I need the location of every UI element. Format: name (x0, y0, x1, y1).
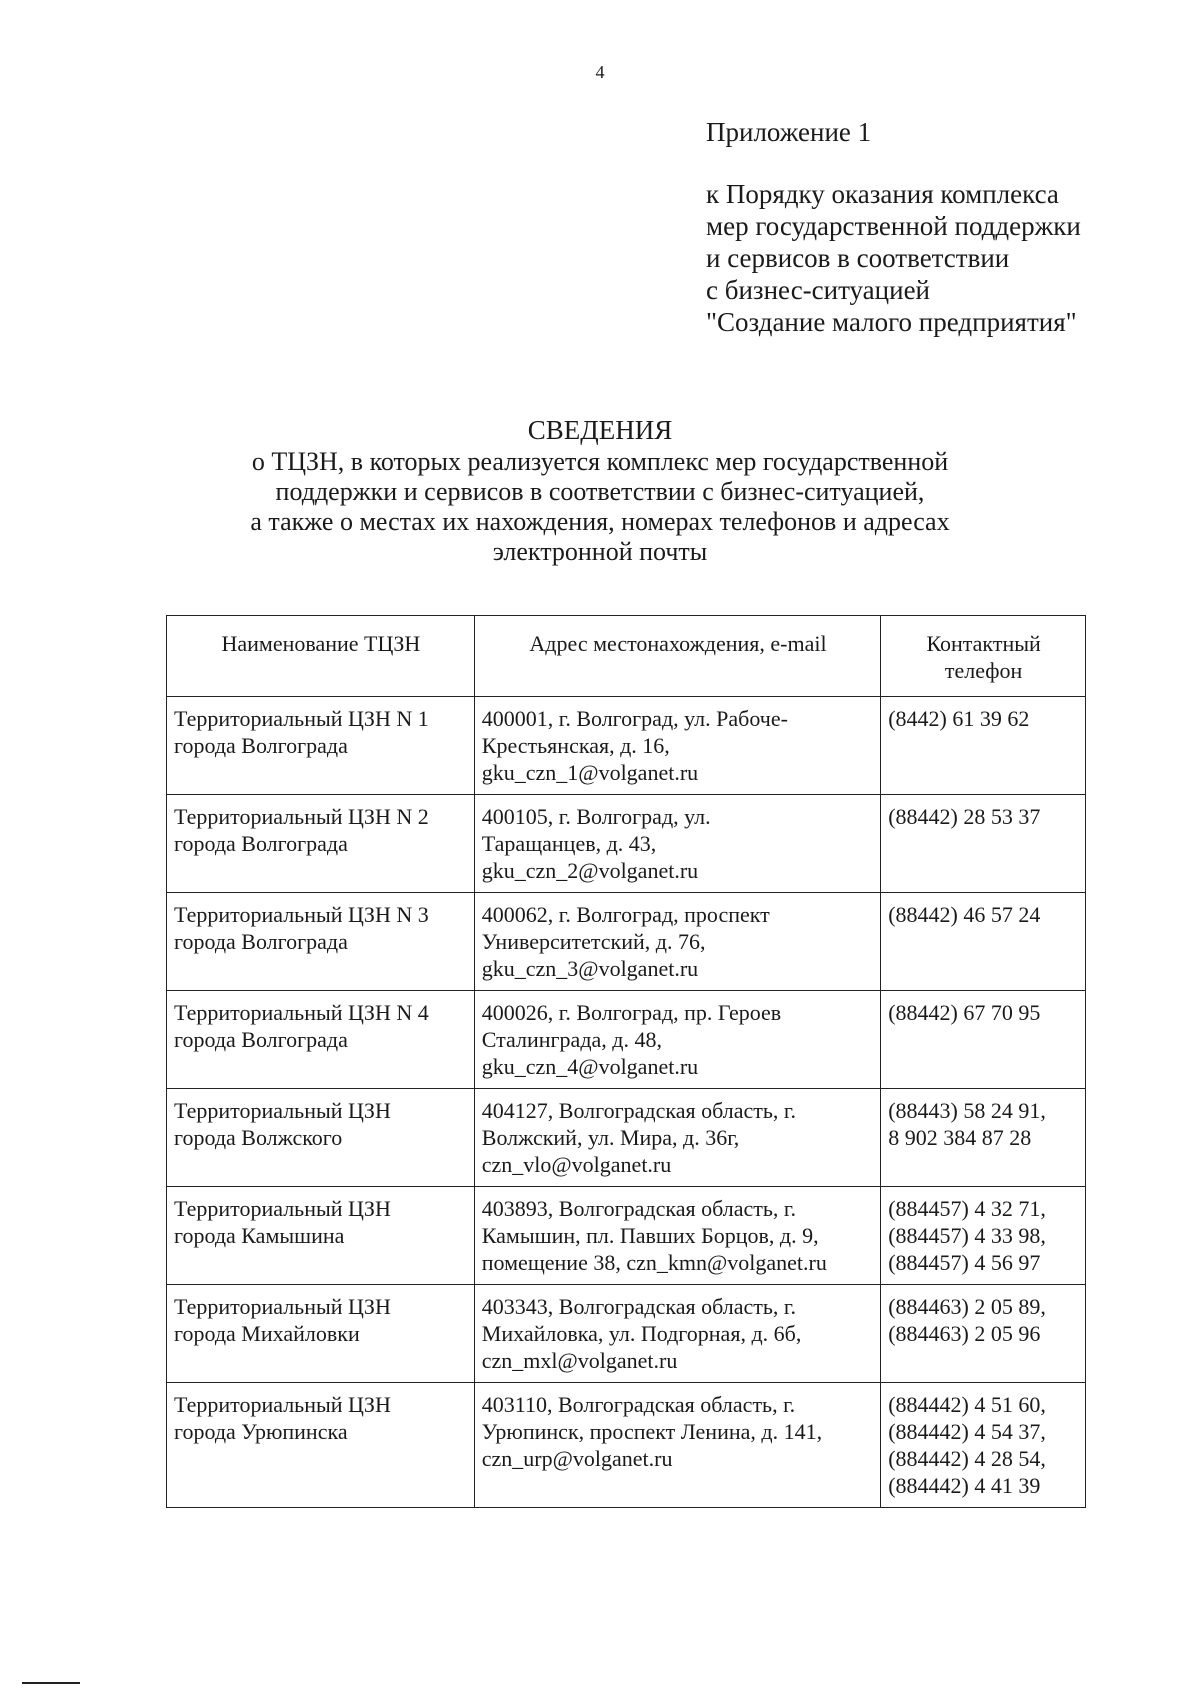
cell-address-line: czn_vlo@volganet.ru (481, 1152, 672, 1177)
table-body (167, 697, 1086, 1508)
cell-address-line: помещение 38, czn_kmn@volganet.ru (481, 1250, 827, 1275)
cell-address (474, 697, 880, 795)
cell-address-line: Камышин, пл. Павших Борцов, д. 9, (481, 1223, 819, 1248)
cell-phone (881, 1089, 1086, 1187)
table-row (167, 697, 1086, 795)
cell-name-line: Территориальный ЦЗН N 2 (174, 804, 429, 829)
heading-line: электронной почты (492, 537, 708, 566)
cell-address (474, 893, 880, 991)
appendix-line: к Порядку оказания комплекса (706, 179, 1059, 209)
cell-phone (881, 1285, 1086, 1383)
cell-name-line: Территориальный ЦЗН (174, 1294, 391, 1319)
cell-name (167, 1089, 475, 1187)
cell-address (474, 1089, 880, 1187)
cell-address-line: 400026, г. Волгоград, пр. Героев (481, 1000, 782, 1025)
cell-name-line: Территориальный ЦЗН (174, 1196, 391, 1221)
cell-address-line: gku_czn_2@volganet.ru (481, 858, 699, 883)
cell-address-line: czn_urp@volganet.ru (481, 1446, 673, 1471)
cell-address (474, 991, 880, 1089)
cell-address-line: 403110, Волгоградская область, г. (481, 1392, 796, 1417)
cell-address (474, 1383, 880, 1508)
cell-phone-line: (8442) 61 39 62 (888, 706, 1030, 731)
margin-mark (22, 1682, 80, 1684)
table-row (167, 1187, 1086, 1285)
cell-phone (881, 795, 1086, 893)
cell-name-line: города Волгограда (174, 929, 348, 954)
document-heading (0, 415, 1200, 567)
cell-address-line: Крестьянская, д. 16, (481, 733, 670, 758)
heading-line: поддержки и сервисов в соответствии с бизнес-ситуацией, (275, 477, 925, 506)
cell-phone-line: (884463) 2 05 89, (888, 1294, 1046, 1319)
cell-phone-line: (884442) 4 54 37, (888, 1419, 1046, 1444)
cell-name-line: города Волгограда (174, 1027, 348, 1052)
cell-name (167, 1187, 475, 1285)
cell-address-line: gku_czn_3@volganet.ru (481, 956, 699, 981)
cell-address-line: 404127, Волгоградская область, г. (481, 1098, 796, 1123)
appendix-line: и сервисов в соответствии (706, 243, 1010, 273)
cell-address-line: Михайловка, ул. Подгорная, д. 6б, (481, 1321, 802, 1346)
table-row (167, 1089, 1086, 1187)
cell-phone-line: (884442) 4 51 60, (888, 1392, 1046, 1417)
table-row (167, 991, 1086, 1089)
cell-phone (881, 893, 1086, 991)
cell-phone-line: (88442) 67 70 95 (888, 1000, 1041, 1025)
cell-name (167, 991, 475, 1089)
cell-name-line: города Камышина (174, 1223, 345, 1248)
cell-name (167, 1285, 475, 1383)
cell-address-line: Сталинграда, д. 48, (481, 1027, 662, 1052)
cell-address-line: Волжский, ул. Мира, д. 36г, (481, 1125, 740, 1150)
cell-address-line: 400062, г. Волгоград, проспект (481, 902, 770, 927)
cell-phone-line: 8 902 384 87 28 (888, 1125, 1032, 1150)
cell-phone (881, 991, 1086, 1089)
cell-name (167, 1383, 475, 1508)
cell-name-line: города Волгограда (174, 831, 348, 856)
header-name: Наименование ТЦЗН (167, 616, 475, 697)
table-row (167, 1285, 1086, 1383)
cell-address-line: gku_czn_1@volganet.ru (481, 760, 699, 785)
cell-address-line: 403343, Волгоградская область, г. (481, 1294, 796, 1319)
cell-phone-line: (884457) 4 33 98, (888, 1223, 1046, 1248)
appendix-line: "Создание малого предприятия" (706, 307, 1077, 337)
cell-phone-line: (88443) 58 24 91, (888, 1098, 1046, 1123)
cell-address-line: 400001, г. Волгоград, ул. Рабоче- (481, 706, 788, 731)
tczn-table (166, 615, 1086, 1508)
heading-line: о ТЦЗН, в которых реализуется комплекс мер государственной (251, 447, 949, 476)
cell-address (474, 795, 880, 893)
cell-address-line: czn_mxl@volganet.ru (481, 1348, 678, 1373)
appendix-title: Приложение 1 (706, 117, 872, 147)
cell-phone-line: (884457) 4 32 71, (888, 1196, 1046, 1221)
cell-phone (881, 1383, 1086, 1508)
cell-name-line: города Урюпинска (174, 1419, 348, 1444)
heading-title: СВЕДЕНИЯ (527, 415, 673, 445)
cell-phone-line: (884442) 4 28 54, (888, 1446, 1046, 1471)
table-row (167, 795, 1086, 893)
table-row (167, 1383, 1086, 1508)
appendix-line: с бизнес-ситуацией (706, 275, 931, 305)
cell-address-line: Университетский, д. 76, (481, 929, 706, 954)
cell-phone-line: (88442) 28 53 37 (888, 804, 1041, 829)
header-address: Адрес местонахождения, e-mail (474, 616, 880, 697)
heading-line: а также о местах их нахождения, номерах телефонов и адресах (250, 507, 950, 536)
cell-name-line: Территориальный ЦЗН (174, 1392, 391, 1417)
appendix-line: мер государственной поддержки (706, 211, 1081, 241)
cell-name-line: Территориальный ЦЗН N 3 (174, 902, 429, 927)
header-phone: Контактный телефон (881, 616, 1086, 697)
cell-phone (881, 697, 1086, 795)
cell-address (474, 1187, 880, 1285)
cell-name-line: города Михайловки (174, 1321, 360, 1346)
cell-name-line: города Волгограда (174, 733, 348, 758)
appendix-block (706, 116, 1081, 338)
cell-name-line: Территориальный ЦЗН N 4 (174, 1000, 429, 1025)
cell-phone-line: (884463) 2 05 96 (888, 1321, 1041, 1346)
cell-name (167, 697, 475, 795)
cell-phone-line: (884442) 4 41 39 (888, 1473, 1041, 1498)
cell-name-line: города Волжского (174, 1125, 343, 1150)
cell-name-line: Территориальный ЦЗН (174, 1098, 391, 1123)
cell-address-line: gku_czn_4@volganet.ru (481, 1054, 699, 1079)
cell-phone-line: (884457) 4 56 97 (888, 1250, 1041, 1275)
cell-name (167, 893, 475, 991)
cell-name-line: Территориальный ЦЗН N 1 (174, 706, 429, 731)
cell-phone-line: (88442) 46 57 24 (888, 902, 1041, 927)
table-header-row (167, 616, 1086, 697)
cell-name (167, 795, 475, 893)
page-number: 4 (595, 62, 605, 82)
cell-address-line: Таращанцев, д. 43, (481, 831, 657, 856)
cell-address (474, 1285, 880, 1383)
cell-address-line: 400105, г. Волгоград, ул. (481, 804, 711, 829)
cell-address-line: Урюпинск, проспект Ленина, д. 141, (481, 1419, 823, 1444)
table-row (167, 893, 1086, 991)
cell-address-line: 403893, Волгоградская область, г. (481, 1196, 796, 1221)
cell-phone (881, 1187, 1086, 1285)
